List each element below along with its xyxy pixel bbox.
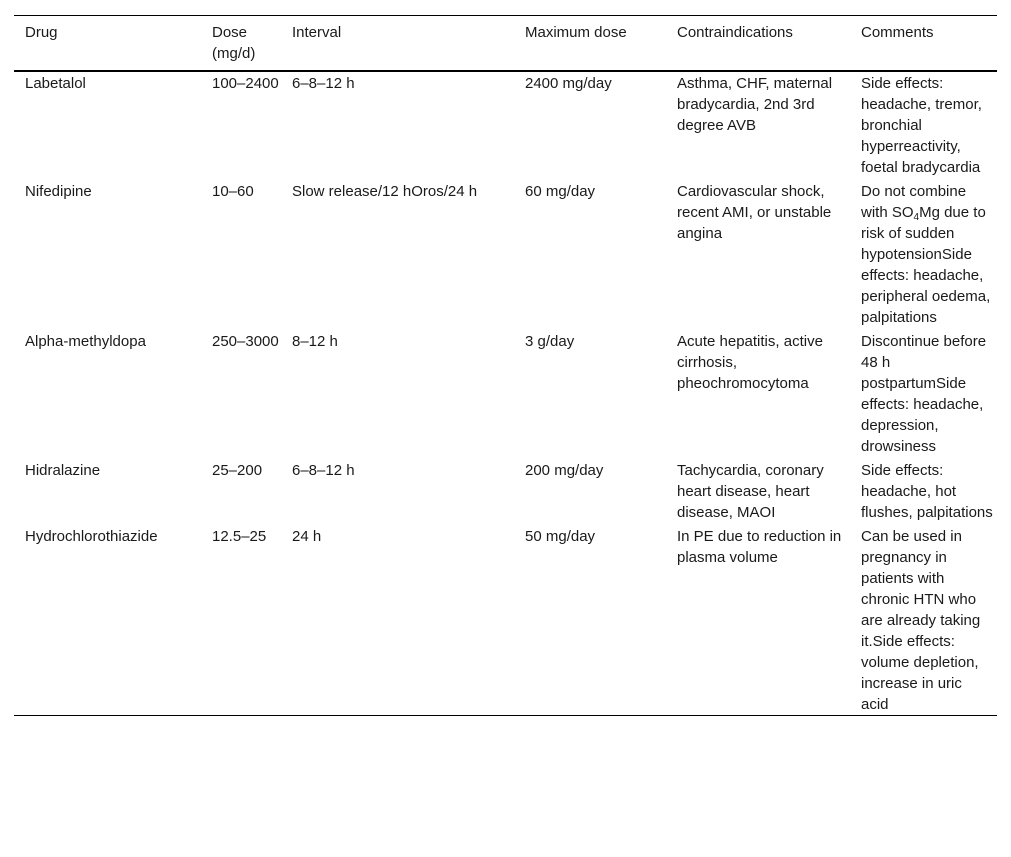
table-row <box>14 178 997 328</box>
table-header <box>14 16 997 72</box>
header-drug: Drug <box>25 24 58 41</box>
drug-table-container <box>14 15 997 716</box>
table-row <box>14 71 997 178</box>
cell-contraindications: In PE due to reduction in plasma volume <box>677 528 842 566</box>
cell-comments: Discontinue before 48 h postpartumSide effects: headache, depression, drowsiness <box>861 333 987 455</box>
cell-interval: Slow release/12 hOros/24 h <box>292 183 478 200</box>
cell-dose: 100–2400 <box>212 75 279 92</box>
table-body <box>14 71 997 716</box>
cell-interval: 6–8–12 h <box>292 75 355 92</box>
cell-drug: Hidralazine <box>25 462 101 479</box>
comments-text-post: Mg due to risk of sudden hypotensionSide effects: headache, peripheral oedema, palpitations <box>861 204 991 326</box>
cell-contraindications: Asthma, CHF, maternal bradycardia, 2nd 3rd degree AVB <box>677 75 833 134</box>
cell-contraindications: Cardiovascular shock, recent AMI, or unstable angina <box>677 183 832 242</box>
cell-max-dose: 50 mg/day <box>525 528 596 545</box>
cell-max-dose: 60 mg/day <box>525 183 596 200</box>
antihypertensive-drug-table <box>14 15 997 716</box>
cell-interval: 8–12 h <box>292 333 338 350</box>
cell-dose: 12.5–25 <box>212 528 267 545</box>
header-interval: Interval <box>292 24 342 41</box>
header-row <box>14 16 997 72</box>
cell-comments <box>861 178 997 328</box>
cell-drug: Hydrochlorothiazide <box>25 528 158 545</box>
cell-drug: Nifedipine <box>25 183 92 200</box>
cell-interval: 24 h <box>292 528 322 545</box>
cell-comments: Side effects: headache, hot flushes, palpitations <box>861 462 993 521</box>
subscript-4: 4 <box>913 212 920 223</box>
cell-max-dose: 3 g/day <box>525 333 575 350</box>
cell-max-dose: 2400 mg/day <box>525 75 612 92</box>
cell-dose: 250–3000 <box>212 333 279 350</box>
table-row <box>14 328 997 457</box>
cell-max-dose: 200 mg/day <box>525 462 604 479</box>
cell-dose: 10–60 <box>212 183 254 200</box>
header-max-dose: Maximum dose <box>525 24 627 41</box>
table-row <box>14 523 997 716</box>
cell-contraindications: Tachycardia, coronary heart disease, heart disease, MAOI <box>677 462 824 521</box>
cell-interval: 6–8–12 h <box>292 462 355 479</box>
cell-comments: Can be used in pregnancy in patients with chronic HTN who are already taking it.Side effects: volume depletion, increase in uric acid <box>861 528 981 713</box>
cell-dose: 25–200 <box>212 462 263 479</box>
comments-text-pre: Do not combine with SO <box>861 183 967 221</box>
table-row <box>14 457 997 523</box>
header-dose: Dose (mg/d) <box>212 24 256 62</box>
cell-contraindications: Acute hepatitis, active cirrhosis, pheochromocytoma <box>677 333 823 392</box>
cell-drug: Labetalol <box>25 75 86 92</box>
cell-drug: Alpha-methyldopa <box>25 333 146 350</box>
header-contraindications: Contraindications <box>677 24 793 41</box>
header-comments: Comments <box>861 24 934 41</box>
cell-comments: Side effects: headache, tremor, bronchial hyperreactivity, foetal bradycardia <box>861 75 982 176</box>
